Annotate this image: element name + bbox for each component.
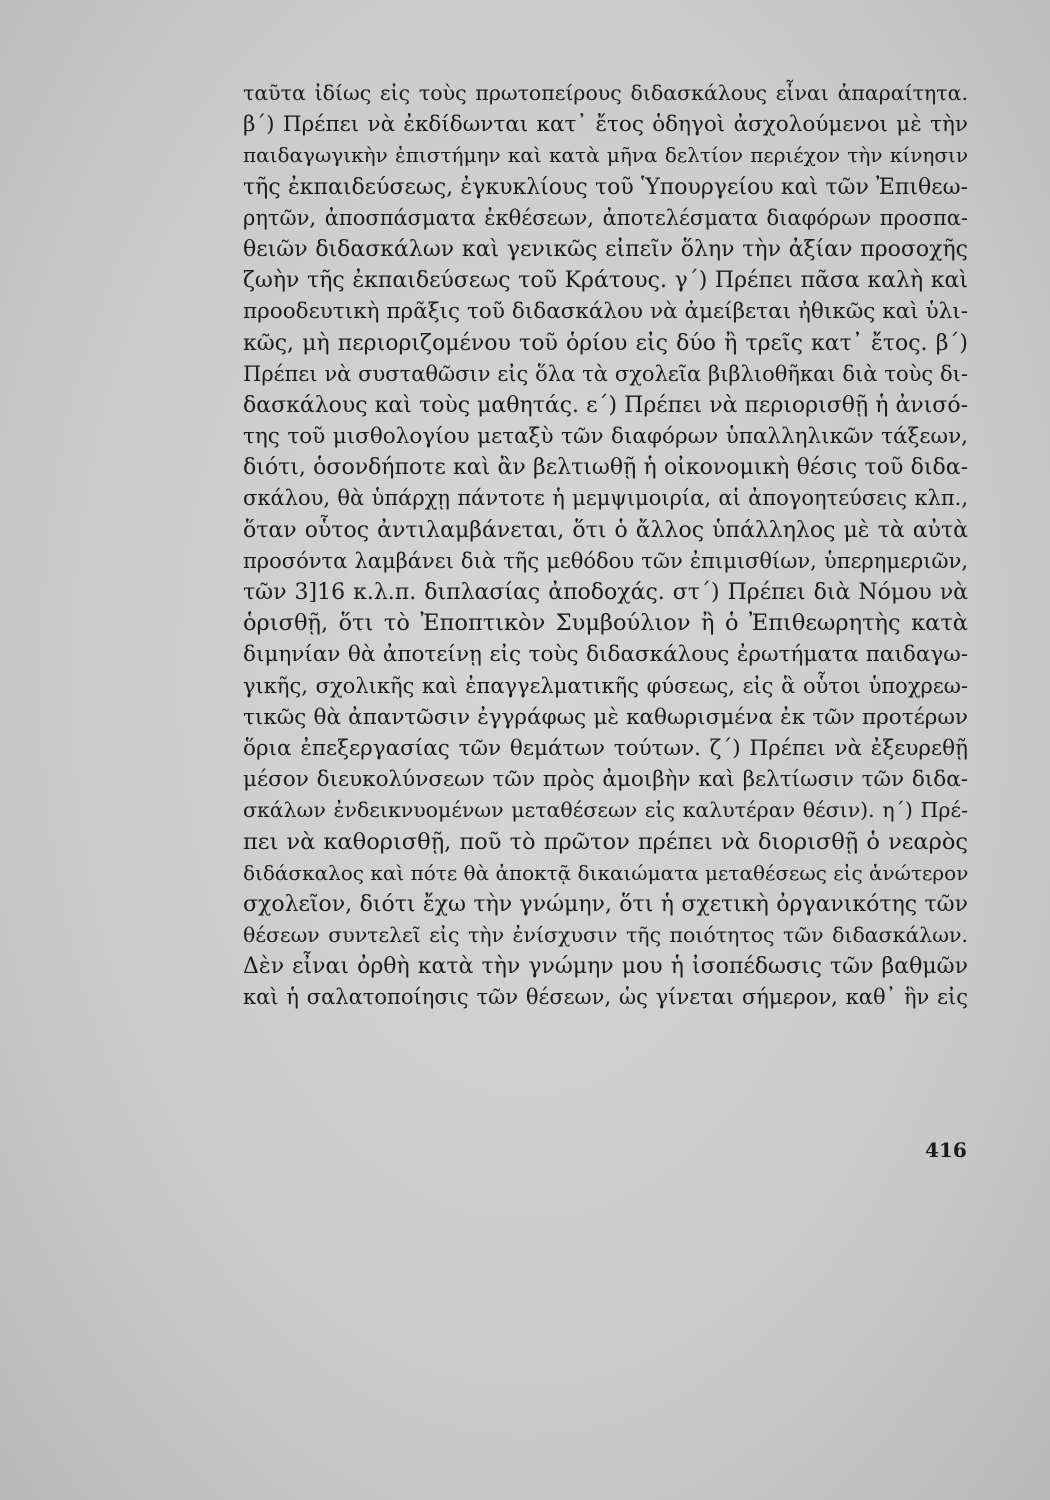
text-line: θειῶν διδασκάλων καὶ γενικῶς εἰπεῖν ὅλην τὴν ἀξίαν προσοχῆς — [243, 236, 968, 262]
text-line: της τοῦ μισθολογίου μεταξὺ τῶν διαφόρων ὑπαλληλικῶν τάξεων, — [243, 424, 968, 450]
text-line: τῆς ἐκπαιδεύσεως, ἐγκυκλίους τοῦ Ὑπουργείου καὶ τῶν Ἐπιθεω- — [243, 174, 968, 200]
text-line: διμηνίαν θὰ ἀποτείνῃ εἰς τοὺς διδασκάλους ἐρωτήματα παιδαγω- — [243, 642, 968, 668]
text-line: σκάλων ἐνδεικνυομένων μεταθέσεων εἰς καλυτέραν θέσιν). η΄) Πρέ- — [243, 798, 968, 823]
text-line: Πρέπει νὰ συσταθῶσιν εἰς ὅλα τὰ σχολεῖα βιβλιοθῆκαι διὰ τοὺς δι- — [243, 361, 968, 386]
text-line: προσόντα λαμβάνει διὰ τῆς μεθόδου τῶν ἐπιμισθίων, ὑπερημεριῶν, — [243, 548, 968, 573]
text-line: διότι, ὁσονδήποτε καὶ ἂν βελτιωθῇ ἡ οἰκονομικὴ θέσις τοῦ διδα- — [243, 455, 968, 481]
text-line: γικῆς, σχολικῆς καὶ ἐπαγγελματικῆς φύσεως, εἰς ἃ οὗτοι ὑποχρεω- — [243, 673, 968, 698]
text-line: πει νὰ καθορισθῇ, ποῦ τὸ πρῶτον πρέπει νὰ διορισθῇ ὁ νεαρὸς — [243, 828, 968, 855]
text-line: ὁρισθῇ, ὅτι τὸ Ἐποπτικὸν Συμβούλιον ἢ ὁ Ἐπιθεωρητὴς κατὰ — [243, 610, 968, 637]
text-line: Δὲν εἶναι ὀρθὴ κατὰ τὴν γνώμην μου ἡ ἰσοπέδωσις τῶν βαθμῶν — [243, 954, 968, 980]
text-line: δασκάλους καὶ τοὺς μαθητάς. ε΄) Πρέπει νὰ περιορισθῇ ἡ ἀνισό- — [243, 392, 968, 418]
text-line: παιδαγωγικὴν ἐπιστήμην καὶ κατὰ μῆνα δελτίον περιέχον τὴν κίνησιν — [243, 143, 968, 168]
text-line: διδάσκαλος καὶ πότε θὰ ἀποκτᾷ δικαιώματα μεταθέσεως εἰς ἀνώτερον — [243, 860, 968, 885]
text-line: ταῦτα ἰδίως εἰς τοὺς πρωτοπείρους διδασκάλους εἶναι ἀπαραίτητα. — [243, 81, 968, 105]
text-line: καὶ ἡ σαλατοποίησις τῶν θέσεων, ὡς γίνεται σήμερον, καθ᾽ ἣν εἰς — [243, 985, 968, 1010]
text-line: κῶς, μὴ περιοριζομένου τοῦ ὁρίου εἰς δύο ἢ τρεῖς κατ᾽ ἔτος. β΄) — [243, 330, 968, 356]
text-line: τῶν 3]16 κ.λ.π. διπλασίας ἀποδοχάς. στ΄) Πρέπει διὰ Νόμου νὰ — [243, 580, 968, 605]
page-number: 416 — [925, 1138, 967, 1162]
text-line: ὅρια ἐπεξεργασίας τῶν θεμάτων τούτων. ζ΄) Πρέπει νὰ ἐξευρεθῇ — [243, 735, 968, 761]
text-line: τικῶς θὰ ἀπαντῶσιν ἐγγράφως μὲ καθωρισμένα ἐκ τῶν προτέρων — [243, 704, 968, 730]
text-line: σχολεῖον, διότι ἔχω τὴν γνώμην, ὅτι ἡ σχετικὴ ὀργανικότης τῶν — [243, 891, 968, 917]
text-line: ὅταν οὗτος ἀντιλαμβάνεται, ὅτι ὁ ἄλλος ὑπάλληλος μὲ τὰ αὐτὰ — [243, 517, 968, 543]
text-line: προοδευτικὴ πρᾶξις τοῦ διδασκάλου νὰ ἀμείβεται ἠθικῶς καὶ ὑλι- — [243, 299, 968, 325]
text-line: θέσεων συντελεῖ εἰς τὴν ἐνίσχυσιν τῆς ποιότητος τῶν διδασκάλων. — [243, 923, 968, 948]
text-line: σκάλου, θὰ ὑπάρχῃ πάντοτε ἡ μεμψιμοιρία, αἱ ἀπογοητεύσεις κλπ., — [243, 486, 968, 511]
text-line: ζωὴν τῆς ἐκπαιδεύσεως τοῦ Κράτους. γ΄) Πρέπει πᾶσα καλὴ καὶ — [243, 268, 968, 294]
text-line: β΄) Πρέπει νὰ ἐκδίδωνται κατ᾽ ἔτος ὁδηγοὶ ἀσχολούμενοι μὲ τὴν — [243, 112, 968, 138]
text-line: μέσον διευκολύνσεων τῶν πρὸς ἀμοιβὴν καὶ βελτίωσιν τῶν διδα- — [243, 767, 968, 793]
text-line: ρητῶν, ἀποσπάσματα ἐκθέσεων, ἀποτελέσματα διαφόρων προσπα- — [243, 205, 968, 230]
body-text — [243, 78, 968, 1014]
